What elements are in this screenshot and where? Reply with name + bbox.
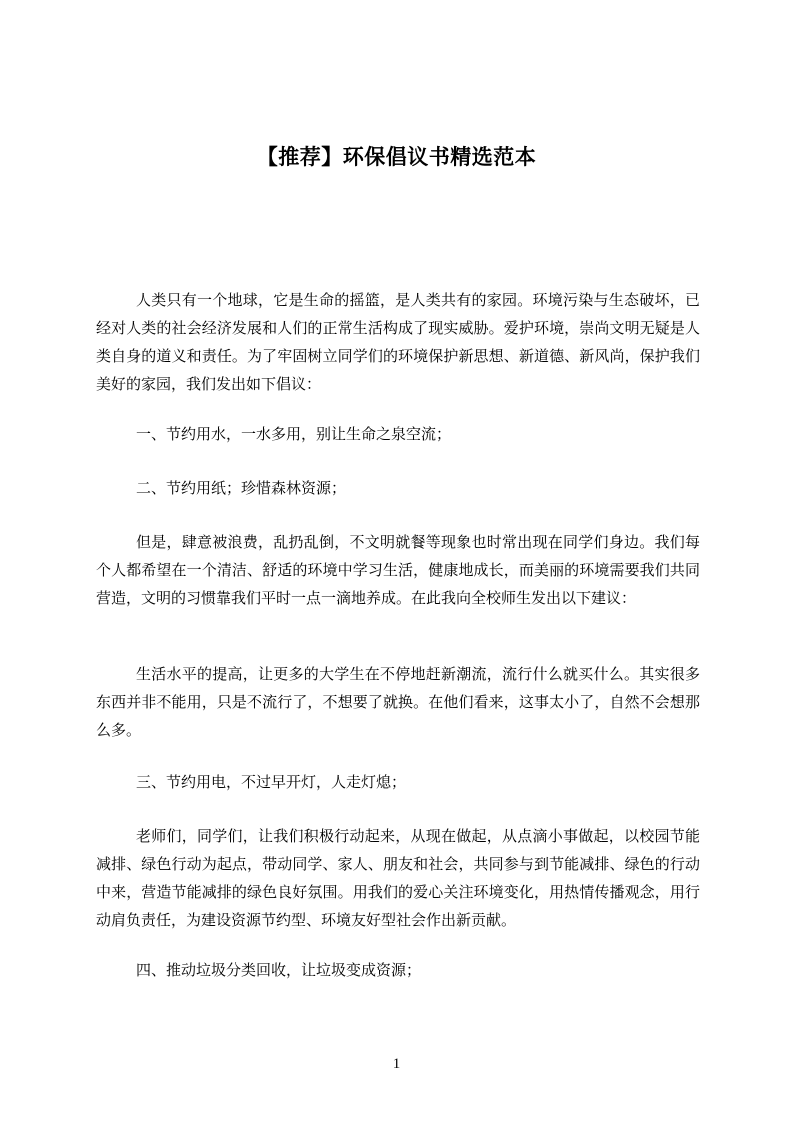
page-number: 1 [392, 1056, 401, 1072]
paragraph-item-4: 四、推动垃圾分类回收，让垃圾变成资源； [136, 961, 422, 979]
paragraph-body-2: 生活水平的提高，让更多的大学生在不停地赶新潮流，流行什么就买什么。其实很多东西并非不能用，只是不流行了，不想要了就换。在他们看来，这事太小了，自然不会想那么多。 [96, 665, 700, 739]
paragraph-body-3: 老师们，同学们，让我们积极行动起来，从现在做起，从点滴小事做起，以校园节能减排、绿色行动为起点，带动同学、家人、朋友和社会，共同参与到节能减排、绿色的行动中来，营造节能减排的绿色良好氛围。用我们的爱心关注环境变化，用热情传播观念，用行动肩负责任，为建设资源节约型、环境友好型社会作出新贡献。 [96, 827, 700, 929]
paragraph-item-3: 三、节约用电，不过早开灯，人走灯熄； [136, 773, 407, 791]
paragraph-body-1: 但是，肆意被浪费，乱扔乱倒，不文明就餐等现象也时常出现在同学们身边。我们每个人都希望在一个清洁、舒适的环境中学习生活，健康地成长，而美丽的环境需要我们共同营造，文明的习惯靠我们平时一点一滴地养成。在此我向全校师生发出以下建议： [96, 533, 700, 607]
paragraph-intro: 人类只有一个地球，它是生命的摇篮，是人类共有的家园。环境污染与生态破坏，已经对人类的社会经济发展和人们的正常生活构成了现实威胁。爱护环境，崇尚文明无疑是人类自身的道义和责任。为了牢固树立同学们的环境保护新思想、新道德、新风尚，保护我们美好的家园，我们发出如下倡议： [96, 291, 700, 393]
paragraph-item-1: 一、节约用水，一水多用，别让生命之泉空流； [136, 425, 452, 443]
paragraph-item-2: 二、节约用纸；珍惜森林资源； [136, 479, 347, 497]
document-title: 【推荐】环保倡议书精选范本 [256, 145, 537, 169]
